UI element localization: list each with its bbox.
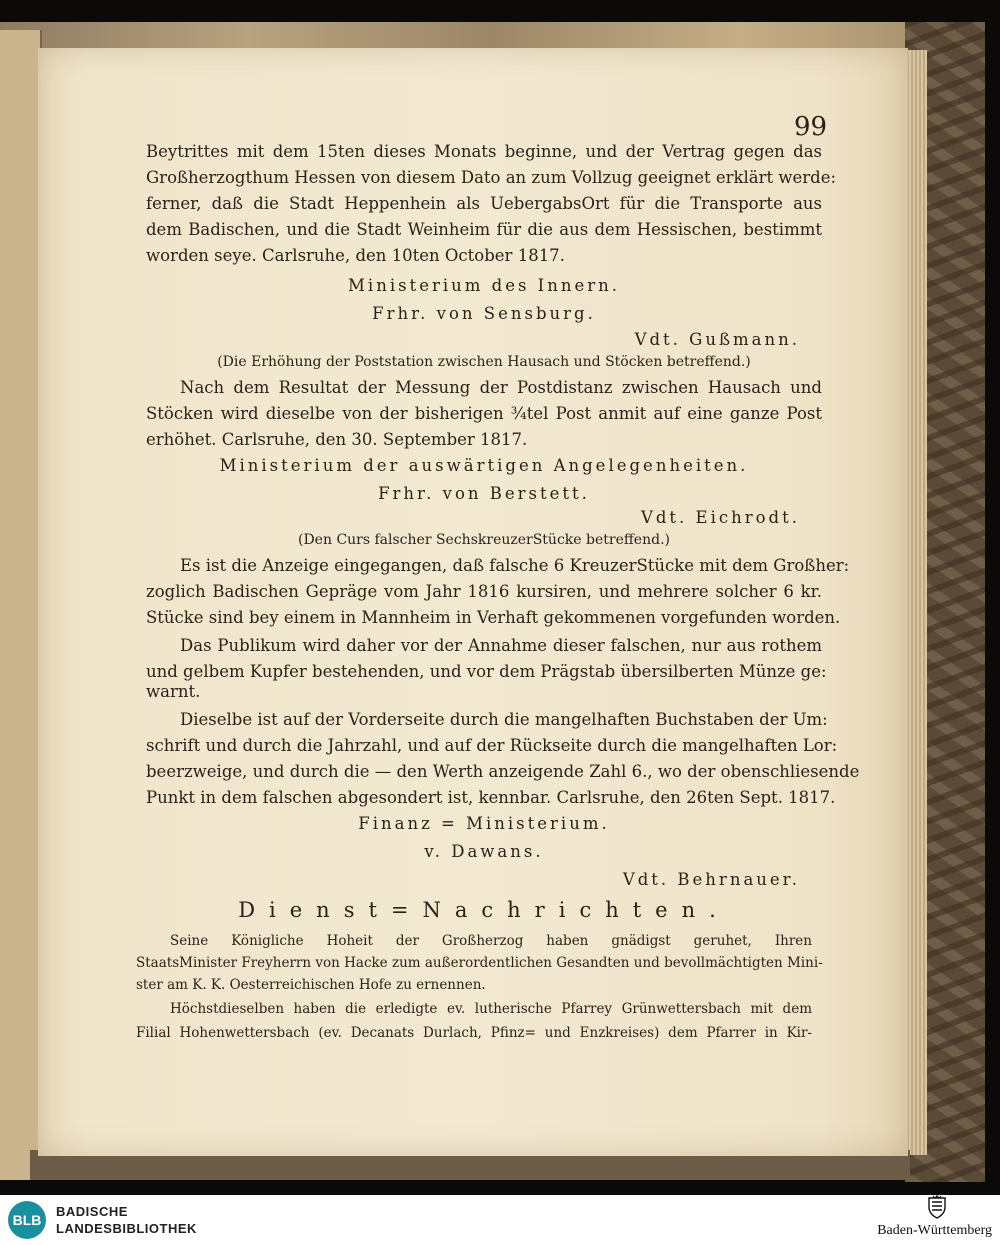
- text-line: Nach dem Resultat der Messung der Postdistanz zwischen Hausach und: [180, 378, 822, 397]
- text-line: beerzweige, und durch die — den Werth anzeigende Zahl 6., wo der obenschliesende: [146, 762, 860, 781]
- text-line: ster am K. K. Oesterreichischen Hofe zu ernennen.: [136, 977, 486, 993]
- library-name-line1: BADISCHE: [56, 1204, 128, 1219]
- viewer-footer: [0, 1195, 1000, 1245]
- text-line: erhöhet. Carlsruhe, den 30. September 1817.: [146, 430, 528, 449]
- page-block-edge: [905, 50, 927, 1155]
- text-line: Filial Hohenwettersbach (ev. Decanats Durlach, Pfinz= und Enzkreises) dem Pfarrer in Kir-: [136, 1025, 812, 1041]
- text-line: zoglich Badischen Gepräge vom Jahr 1816 kursiren, und mehrere solcher 6 kr.: [146, 582, 822, 601]
- text-line: Beytrittes mit dem 15ten dieses Monats beginne, und der Vertrag gegen das: [146, 142, 822, 161]
- vdt-signature: Vdt. Eichrodt.: [640, 508, 800, 527]
- section-heading: Dienst=Nachrichten.: [238, 898, 730, 922]
- vdt-signature: Vdt. Gußmann.: [634, 330, 800, 349]
- text-line: und gelbem Kupfer bestehenden, und vor dem Prägstab übersilberten Münze ge:: [146, 662, 827, 681]
- ministry-heading: Finanz = Ministerium.: [358, 814, 610, 833]
- vdt-signature: Vdt. Behrnauer.: [622, 870, 800, 889]
- text-line: Punkt in dem falschen abgesondert ist, kennbar. Carlsruhe, den 26ten Sept. 1817.: [146, 788, 836, 807]
- book-cover-left: [0, 30, 42, 1180]
- text-line: Es ist die Anzeige eingegangen, daß falsche 6 KreuzerStücke mit dem Großher:: [180, 556, 850, 575]
- text-line: ferner, daß die Stadt Heppenhein als UebergabsOrt für die Transporte aus: [146, 194, 822, 213]
- text-line: Das Publikum wird daher vor der Annahme dieser falschen, nur aus rothem: [180, 636, 822, 655]
- text-line: warnt.: [146, 682, 201, 701]
- library-name-line2: LANDESBIBLIOTHEK: [56, 1221, 197, 1236]
- text-line: Seine Königliche Hoheit der Großherzog haben gnädigst geruhet, Ihren: [170, 933, 812, 949]
- ministry-heading: Ministerium des Innern.: [348, 276, 620, 295]
- signer-name: Frhr. von Sensburg.: [372, 304, 596, 323]
- text-line: schrift und durch die Jahrzahl, und auf der Rückseite durch die mangelhaften Lor:: [146, 736, 838, 755]
- page-number: 99: [794, 112, 828, 142]
- text-line: Höchstdieselben haben die erledigte ev. lutherische Pfarrey Grünwettersbach mit dem: [170, 1001, 812, 1017]
- text-line: dem Badischen, und die Stadt Weinheim für die aus dem Hessischen, bestimmt: [146, 220, 822, 239]
- notice-heading: (Den Curs falscher SechskreuzerStücke betreffend.): [298, 532, 670, 548]
- blb-logo[interactable]: BLB: [8, 1201, 46, 1239]
- coat-of-arms-icon: [926, 1195, 948, 1219]
- text-line: Stücke sind bey einem in Mannheim in Verhaft gekommenen vorgefunden worden.: [146, 608, 841, 627]
- text-line: Dieselbe ist auf der Vorderseite durch die mangelhaften Buchstaben der Um:: [180, 710, 828, 729]
- text-line: Großherzogthum Hessen von diesem Dato an zum Vollzug geeignet erklärt werde:: [146, 168, 837, 187]
- signer-name: v. Dawans.: [424, 842, 544, 861]
- library-name[interactable]: [56, 1203, 197, 1237]
- text-line: worden seye. Carlsruhe, den 10ten October 1817.: [146, 246, 565, 265]
- ministry-heading: Ministerium der auswärtigen Angelegenheiten.: [219, 456, 749, 475]
- text-line: Stöcken wird dieselbe von der bisherigen ¾tel Post anmit auf eine ganze Post: [146, 404, 822, 423]
- state-label[interactable]: Baden-Württemberg: [877, 1223, 992, 1238]
- text-line: StaatsMinister Freyherrn von Hacke zum außerordentlichen Gesandten und bevollmächtigten Mini-: [136, 955, 823, 971]
- signer-name: Frhr. von Berstett.: [378, 484, 590, 503]
- notice-heading: (Die Erhöhung der Poststation zwischen Hausach und Stöcken betreffend.): [217, 354, 751, 370]
